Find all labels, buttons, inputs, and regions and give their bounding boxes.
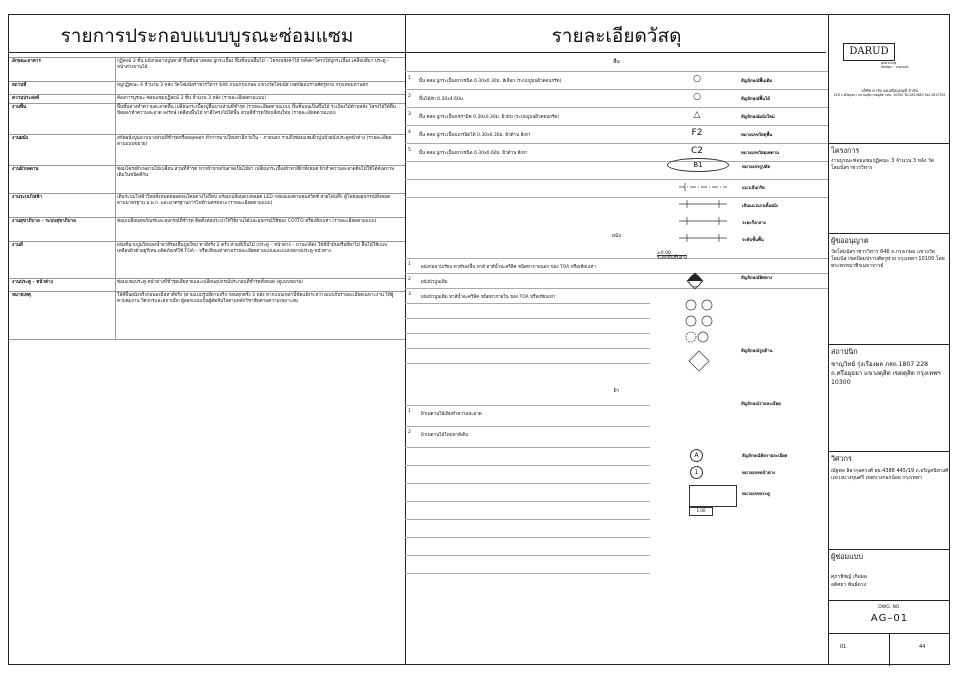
row-index: 5	[408, 148, 411, 153]
project-heading: โครงการ	[831, 146, 860, 155]
floor-heading: พื้น	[613, 59, 620, 65]
floor-material-row	[405, 125, 828, 143]
symbol-label: สัญลักษณ์พื้นเดิม	[741, 79, 773, 84]
material-desc: ผนังบัวปูนเดิม	[421, 280, 448, 285]
designer-1: ศุภาพิชญ์ เกิดผล	[831, 574, 867, 580]
row-index: 1	[408, 262, 411, 267]
spec-value: ซ่อมโครงฝ้าเพดานไม้เปลี่ยน ส่วนที่ชำรุด หากฝ้าชายกันสาดเป็นไม้ฝา เปลี่ยนกระเบื้องฝ้าทาสีฝ้าทั้งหมด ฝ้าทำความสะอาดดิบไม้ให้ได้ดังสภาพเดิมในชนิดดีกัน	[117, 167, 395, 179]
grid-line-symbols	[679, 185, 729, 245]
wall-material-row	[405, 288, 828, 303]
legend-plan-dir: สัญลักษณ์ทิศทาง	[741, 276, 773, 281]
owner-heading: ผู้ขออนุญาต	[831, 236, 869, 245]
material-desc: พื้น คสล.ปูกระเบื้องยางชนิด 0.30x0.30ม. สีเลือก (ระบบปูบนผิวคอนกรีต)	[419, 79, 562, 84]
wall-empty-row	[405, 363, 650, 378]
spec-key: งานสี	[12, 243, 23, 248]
ceiling-empty-row	[405, 465, 650, 480]
title-underline	[9, 52, 826, 53]
tb-line-architect	[828, 344, 949, 345]
ceiling-material-row	[405, 405, 650, 420]
tb-line-project	[828, 143, 949, 144]
ceiling-empty-row	[405, 573, 650, 588]
wall-empty-row	[405, 318, 650, 333]
spec-key: หมายเหตุ	[12, 293, 31, 298]
ceiling-empty-row	[405, 501, 650, 516]
dwg-label: DWG. NO.	[878, 605, 901, 610]
company-name: บริษัท ดารัด คอนซัลแทนซ์ จำกัด	[861, 88, 918, 93]
spec-value: ซ่อมเปลี่ยนสุขภัณฑ์และอุปกรณ์ที่ชำรุด ติดตั้งท่อประปาให้ใช้งานได้และอุปกรณ์ใช้ของ COTTO หรือเทียบเท่า (รายละเอียดตามแบบ)	[117, 219, 377, 224]
material-desc: ผนังบัวปูนเดิม ทาสีน้ำอะคริลิค ชนิดทาภายใน ของ TOA หรือเทียบเท่า	[421, 295, 556, 300]
floor-material-row	[405, 107, 828, 125]
spec-key: งานฝ้าเพดาน	[12, 167, 39, 172]
material-symbol: F2	[691, 128, 703, 138]
spec-row	[9, 57, 405, 82]
tb-line-owner	[828, 233, 949, 234]
material-desc: พื้นไม้สัก 0.30x4.60ม.	[419, 97, 465, 102]
spec-row	[9, 193, 405, 218]
legend-elev: สัญลักษณ์รูปด้าน	[741, 349, 773, 354]
ceiling-empty-row	[405, 519, 650, 534]
wall-heading: ผนัง	[612, 233, 621, 239]
sheet-number: 01	[840, 644, 847, 650]
row-index: 4	[408, 130, 411, 135]
spec-value: ซ่อมแซมประตู-หน้าต่างที่ชำรุดเสียหายและเปลี่ยนอุปกรณ์ประกอบที่ชำรุดทั้งหมด (ดูแบบขยาย)	[117, 280, 303, 285]
materials-title: รายละเอียดวัสดุ	[551, 25, 682, 47]
spec-key: งานผนัง	[12, 136, 29, 141]
spec-row	[9, 165, 405, 194]
symbol-label: สัญลักษณ์ผนังใหม่	[741, 115, 775, 120]
spec-value: กุฏิสงฆ์ 3 ชั้น ผนังก่อฉาบปูนทาสี พื้นชั้นล่างคสล.ปูกระเบื้อง พื้นชั้นบนพื้นไม้ – โครงหลังคาไม้ หลังคาโครงไม้ปูกระเบื้อง เคลือบสีมา ประตู – หน้าต่างบานไม้	[117, 59, 390, 71]
spec-row	[9, 241, 405, 279]
material-symbol: C2	[690, 146, 703, 156]
material-desc: พื้น คสล.ปูกระเบื้องยางชนิด 0.30x0.60ม. ผิวด้าน สีเทา	[419, 151, 528, 156]
legend-sec-ref: สัญลักษณ์ตัดรายละเอียด	[742, 454, 788, 459]
spec-row	[9, 278, 405, 292]
engineer-info: ณัฐพล ลิลากุลศวงศ์ สย.4388 445/19 ถ.จรัญสนิทวงศ์ แขวงบางขุนศรี เขตบางกอกน้อย กรุงเทพฯ	[831, 468, 949, 481]
spec-key: ความประสงค์	[12, 96, 40, 101]
legend-grid: แนวเส้นกริด	[742, 186, 765, 191]
row-index: 3	[408, 292, 411, 297]
designer-2: อดิศยา พันธ์ดวง	[831, 582, 867, 588]
material-desc: ฝ้าเพดานไม้เดิมทำความสะอาด	[421, 412, 482, 417]
spec-end-line	[9, 339, 405, 340]
spec-key: งานระบบไฟฟ้า	[12, 195, 43, 200]
floor-material-row	[405, 143, 828, 161]
designer-heading: ผู้ช่อมแบบ	[831, 552, 863, 561]
tb-line-engineer	[828, 451, 949, 452]
spec-value: ต้องการบูรณะ-ซ่อมแซมกุฏิสงฆ์ 3 ชั้น จำนวน 3 หลัง (รายละเอียดตามแบบ)	[117, 96, 266, 101]
wall-material-row	[405, 258, 828, 273]
spec-key: งานพื้น	[12, 105, 27, 110]
spec-value: เดินระบบไฟฟ้าใหม่ทั้งหมดตลอดจนโคมดวงไฟใหม่ พร้อมเปลี่ยนดวงหลอด LED กล่องแผงควบคุมสวิตช์ สายไฟปลั๊ก ตู้ไฟย่อยอุปกรณ์ทั้งหมด ตามมาตรฐาน ม.ผ.ก. และมาตรฐานการไฟฟ้านครหลวง (รายละเอียดตามแบบ)	[117, 195, 391, 207]
floor-material-row	[405, 71, 828, 89]
row-index: 1	[408, 76, 411, 81]
logo-subtitle: planning · design · consult	[881, 61, 909, 69]
project-name: งานบูรณะซ่อมแซมกุฏิคณะ 3 จำนวน 3 หลัง วัดโสมนัสราชวรวิหาร	[831, 158, 935, 171]
door-legend-box	[689, 485, 737, 507]
section-a-symbol: A	[690, 449, 703, 462]
owner-info: วัดโสมนัสราชวรวิหาร 646 ถ.กรุงเกษม แขวงวัดโสมนัส เขตป้อมปราบศัตรูพ่าย กรุงเทพฯ 10100 โดย พระพรหมวชิรเมธาจารย์	[831, 249, 945, 269]
architect-info: ชาญวิทย์ รุ่งเรืองผล ภสถ.1807 228 ถ.ศรีอยุธยา แขวงดุสิต เขตดุสิต กรุงเทพฯ 10300	[831, 361, 941, 386]
ceiling-empty-row	[405, 537, 650, 552]
floor-material-row	[405, 89, 828, 107]
symbol-label: สัญลักษณ์พื้นไม้	[741, 97, 771, 102]
row-index: 3	[408, 112, 411, 117]
material-desc: พื้น คสล.ปูกระเบื้องแกรนิตโต้ 0.30x0.30ม. ผิวด้าน สีเทา	[419, 133, 531, 138]
architect-heading: สถาปนิก	[831, 347, 858, 356]
ceiling-empty-row	[405, 483, 650, 498]
spec-key: สถานที่	[12, 83, 27, 88]
row-index: 2	[408, 94, 411, 99]
legend-detail: สัญลักษณ์รายละเอียด	[741, 402, 781, 407]
window-tag: 1.00	[689, 507, 713, 516]
spec-key: ลักษณะอาคาร	[12, 59, 41, 64]
ceiling-empty-row	[405, 447, 650, 462]
legend-gridline: เส้นแนวแกนตั้งผนัง	[742, 204, 778, 209]
legend-center: ระยะกึ่งกลาง	[742, 221, 766, 226]
dwg-number: AG–01	[870, 613, 909, 624]
row-index: 2	[408, 430, 411, 435]
material-desc: พื้น คสล.ปูกระเบื้องเซรามิค 0.30x0.30ม. ผิวมัน (ระบบปูบนผิวคอนกรีต)	[419, 115, 560, 120]
divider-right	[828, 15, 829, 664]
spec-row	[9, 217, 405, 242]
spec-value: หมู่กุฏิคณะ 6 จำนวน 3 หลัง วัดโสมนัสราชวรวิหาร 646 ถนนกรุงเกษม แขวงวัดโสมนัส เขตป้อมปราบศัตรูพ่าย กรุงเทพมหานคร	[117, 83, 368, 88]
spec-value: ให้สีพื้นผนังจริงก่อนลงมือทาสีจริง (ตามแบบรูปสีตามจริง ก่อนทุกครั้ง 3 หลัง หากแบบเหล่านี้ขัดแย้งระหว่างแบบกับรายละเอียดเฉพาะงาน ให้ผู้ควบคุมงาน วิศวกรและสถาปนิก ผู้ออกแบบเป็นผู้ตัดสินใจตามหลักวิชาชีพตามความเหมาะสม	[117, 293, 394, 305]
sheet-divider	[889, 633, 890, 666]
material-desc: ฝ้าเพดานไม้ใหม่ทาสีเดิม	[421, 433, 469, 438]
section-mark-b1: B1	[667, 158, 729, 172]
material-desc: ผนังก่อฉาบเรียบ ทาสีรองพื้น ทาสี ทาสีน้ำอะคริลิค ชนิดทาภายนอก ของ TOA หรือเทียบเท่า	[421, 265, 596, 270]
engineer-heading: วิศวกร	[831, 454, 852, 463]
symbol-label: หมายเลขวัสดุพื้น	[741, 133, 773, 138]
legend-door-no: หมายเลขประตู	[742, 492, 770, 497]
row-index: 2	[408, 277, 411, 282]
company-address: 228 ถ.ศรีอยุธยา แขวงดุสิต เขตดุสิต กทม. 10300 Tel.2813683 Fax.2813705	[833, 93, 946, 97]
legend-window-no: หมายเลขหน้าต่าง	[742, 471, 776, 476]
ceiling-material-row	[405, 426, 650, 441]
spec-row	[9, 134, 405, 166]
tb-line-designer	[828, 549, 949, 550]
left-panel-title: รายการประกอบแบบบูรณะซ่อมแซม	[60, 25, 354, 47]
ceiling-empty-row	[405, 555, 650, 570]
row-index: 1	[408, 409, 411, 414]
sheet-total: 44	[919, 644, 926, 650]
material-symbol: ○	[693, 92, 701, 102]
direction-symbols	[681, 271, 721, 381]
company-logo: DARUD	[843, 43, 895, 61]
spec-key: งานประตู – หน้าต่าง	[12, 280, 53, 285]
spec-key: งานสุขาภิบาล – ระบบสุขาภิบาล	[12, 219, 76, 224]
symbol-label: หมายเลขวัสดุเพดาน	[741, 151, 779, 156]
spec-row	[9, 81, 405, 95]
material-symbol: △	[693, 110, 701, 120]
spec-row	[9, 291, 405, 340]
spec-row	[9, 103, 405, 135]
drawing-sheet	[8, 14, 950, 665]
spec-value: พื้นชั้นล่างทำความสะอาดพื้น เปลี่ยนกระเบื้องปูพื้นบางส่วนที่ชำรุด (รายละเอียดตามแบบ) พื้นชั้นบนเป็นพื้นไม้ ระเบียงไม้ด้านหลัง โครงไม้ใต้พื้น ขัดผลาทำความสะอาด ลงรักษ์ เคลือบพื้นไม้ ทาสีโครงไม้ใต้พื้น ส่วนที่ชำรุดให้เปลี่ยนใหม่ (รายละเอียดตามแบบ)	[117, 105, 396, 117]
level-mark: ±0.00 ระดับพื้นชั้นล่าง	[657, 251, 688, 261]
wall-empty-row	[405, 348, 650, 363]
legend-section-no: หมายเลขรูปตัด	[742, 165, 771, 170]
wall-empty-row	[405, 333, 650, 348]
spec-value: ผนังที่ฉาบปูนใหม่ลงน้ำยาสีรองพื้นปูนใหม่ ทาสีจริง 2 ครั้ง ส่วนที่เป็นไม้ (ประตู – หน้าต่าง – บานเกล็ด) ให้สีน้ำมันหรือสีทาไม้ พื้นไม้ใช้แบบ เคลือบผิวด้วยยูรีเทน ผลิตภัณฑ์ใช้ TOA – หรือเทียบเท่าตามรายละเอียดตามแบบและแบบขยายประตู-หน้าต่าง	[117, 243, 388, 255]
tb-line-dwg	[828, 600, 949, 601]
wall-empty-row	[405, 303, 650, 318]
ceiling-heading: ฝ้า	[613, 388, 620, 394]
material-symbol: ○	[693, 74, 701, 84]
detail-one-symbol: 1	[690, 466, 703, 479]
spec-value: สกัดผนังปูนฉาบบางส่วนที่ชำรุดหรือหลุดลอก ทำการฉาบใหม่ทาสีภายใน – ภายนอก รวมถึงซ่อมแซมผิวปูนบัวผนังประตูหน้าต่าง (รายละเอียดตามแบบขยาย)	[117, 136, 392, 148]
legend-level: ระดับชั้นพื้น	[742, 238, 764, 243]
